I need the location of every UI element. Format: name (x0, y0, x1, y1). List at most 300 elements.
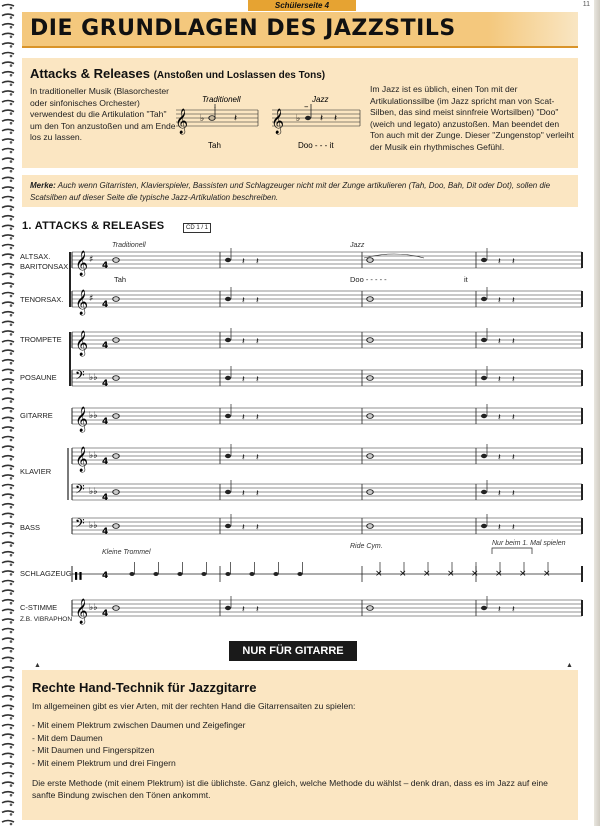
label-cstimme: C-STIMME (20, 603, 58, 612)
spiral-ring (2, 485, 14, 487)
clef-icon: 𝄞 (75, 331, 89, 356)
rest-icon: 𝄽 (498, 489, 501, 499)
clef-icon: 𝄥 (75, 565, 82, 590)
spiral-ring (2, 5, 14, 7)
clef-icon: 𝄞 (75, 599, 89, 624)
quarter-note-icon (225, 524, 231, 528)
spiral-ring (2, 379, 14, 381)
attacks-heading (30, 66, 325, 81)
binding-hole (10, 372, 13, 375)
binding-hole (10, 151, 13, 154)
binding-hole (10, 189, 13, 192)
rest-icon: 𝄽 (242, 257, 245, 267)
guitar-methods-list (32, 719, 246, 769)
binding-hole (10, 170, 13, 173)
spiral-binding (0, 0, 16, 826)
quarter-note-icon (225, 606, 231, 610)
spiral-ring (2, 129, 14, 131)
spiral-ring (2, 763, 14, 765)
binding-hole (10, 631, 13, 634)
score (20, 236, 588, 636)
spiral-ring (2, 225, 14, 227)
clef-icon: 𝄞 (75, 251, 89, 276)
spiral-ring (2, 158, 14, 160)
rest-icon: 𝄽 (242, 413, 245, 423)
binding-hole (10, 736, 13, 739)
binding-hole (10, 794, 13, 797)
spiral-ring (2, 513, 14, 515)
quarter-note-icon (481, 524, 487, 528)
binding-hole (10, 160, 13, 163)
binding-hole (10, 381, 13, 384)
rest-icon: 𝄽 (242, 296, 245, 306)
binding-hole (10, 516, 13, 519)
spiral-ring (2, 168, 14, 170)
x-notehead-icon: × (423, 569, 431, 579)
quarter-note-icon (225, 572, 230, 576)
spiral-ring (2, 53, 14, 55)
x-notehead-icon: × (399, 569, 407, 579)
binding-hole (10, 813, 13, 816)
binding-hole (10, 496, 13, 499)
x-notehead-icon: × (375, 569, 383, 579)
spiral-ring (2, 417, 14, 419)
binding-hole (10, 208, 13, 211)
time-signature-icon: 4 (102, 457, 109, 467)
clef-icon: 𝄢 (75, 368, 85, 386)
spiral-ring (2, 552, 14, 554)
key-signature-icon: ♭♭ (89, 373, 98, 383)
traditional-example-label: Traditionell (202, 95, 241, 104)
rest-icon: 𝄽 (498, 605, 501, 615)
rest-icon: 𝄽 (256, 375, 259, 385)
spiral-ring (2, 62, 14, 64)
score-label-kleine-trommel: Kleine Trommel (102, 549, 151, 556)
rest-icon: 𝄽 (234, 113, 238, 124)
binding-hole (10, 391, 13, 394)
binding-hole (10, 84, 13, 87)
time-signature-icon: 4 (102, 527, 109, 537)
quarter-note-icon (481, 258, 487, 262)
binding-hole (10, 112, 13, 115)
spiral-ring (2, 744, 14, 746)
treble-clef-icon: 𝄞 (271, 109, 285, 134)
spiral-ring (2, 350, 14, 352)
label-vibraphon: Z.B. VIBRAPHON (20, 616, 73, 623)
merke-label: Merke: (30, 181, 56, 190)
x-notehead-icon: × (447, 569, 455, 579)
clef-icon: 𝄢 (75, 516, 85, 534)
binding-hole (10, 314, 13, 317)
attacks-releases-box (22, 58, 578, 168)
spiral-ring (2, 533, 14, 535)
binding-hole (10, 103, 13, 106)
volta-bracket (492, 548, 532, 554)
spiral-ring (2, 72, 14, 74)
spiral-ring (2, 648, 14, 650)
binding-hole (10, 573, 13, 576)
spiral-ring (2, 677, 14, 679)
merke-box (22, 175, 578, 207)
spiral-ring (2, 360, 14, 362)
spiral-ring (2, 686, 14, 688)
label-posaune: POSAUNE (20, 373, 57, 382)
title-bar (22, 12, 578, 48)
binding-hole (10, 64, 13, 67)
quarter-note-icon (481, 414, 487, 418)
quarter-note-icon (481, 454, 487, 458)
flat-icon: ♭ (296, 114, 301, 124)
rest-icon: 𝄽 (242, 453, 245, 463)
nur-fuer-gitarre-banner: NUR FÜR GITARRE (229, 641, 357, 661)
spiral-ring (2, 725, 14, 727)
x-notehead-icon: × (519, 569, 527, 579)
binding-hole (10, 564, 13, 567)
spiral-ring (2, 801, 14, 803)
rest-icon: 𝄽 (256, 605, 259, 615)
score-label-ride-cym: Ride Cym. (350, 543, 383, 550)
binding-hole (10, 717, 13, 720)
spiral-ring (2, 273, 14, 275)
spiral-ring (2, 264, 14, 266)
spiral-ring (2, 465, 14, 467)
label-tenorsax: TENORSAX. (20, 295, 64, 304)
spiral-ring (2, 398, 14, 400)
arrow-up-icon: ▲ (34, 662, 41, 669)
quarter-note-icon (225, 338, 231, 342)
spiral-ring (2, 341, 14, 343)
binding-hole (10, 333, 13, 336)
page-edge (594, 0, 600, 826)
guitar-heading: Rechte Hand-Technik für Jazzgitarre (32, 680, 257, 695)
section-tab: Schülerseite 4 (248, 0, 356, 11)
binding-hole (10, 727, 13, 730)
list-item: - Mit Daumen und Fingerspitzen (32, 744, 246, 757)
attacks-heading-sub: (Anstoßen und Loslassen des Tons) (153, 70, 326, 81)
rest-icon: 𝄽 (242, 375, 245, 385)
binding-hole (10, 237, 13, 240)
clef-icon: 𝄞 (75, 290, 89, 315)
rest-icon: 𝄽 (242, 489, 245, 499)
page-number: 11 (582, 1, 590, 8)
binding-hole (10, 429, 13, 432)
spiral-ring (2, 427, 14, 429)
rest-icon: 𝄽 (242, 605, 245, 615)
label-bass: BASS (20, 523, 41, 532)
time-signature-icon: 4 (102, 261, 109, 271)
spiral-ring (2, 782, 14, 784)
spiral-ring (2, 81, 14, 83)
binding-hole (10, 247, 13, 250)
quarter-note-icon (225, 490, 231, 494)
spiral-ring (2, 561, 14, 563)
binding-hole (10, 343, 13, 346)
page-title: DIE GRUNDLAGEN DES JAZZSTILS (30, 16, 456, 41)
binding-hole (10, 708, 13, 711)
binding-hole (10, 256, 13, 259)
clef-icon: 𝄢 (75, 482, 85, 500)
clef-icon: 𝄞 (75, 447, 89, 472)
binding-hole (10, 295, 13, 298)
binding-hole (10, 324, 13, 327)
binding-hole (10, 688, 13, 691)
binding-hole (10, 602, 13, 605)
binding-hole (10, 756, 13, 759)
rest-icon: 𝄽 (512, 523, 515, 533)
rest-icon: 𝄽 (320, 113, 324, 124)
binding-hole (10, 285, 13, 288)
spiral-ring (2, 571, 14, 573)
spiral-ring (2, 245, 14, 247)
quarter-note-icon (153, 572, 158, 576)
binding-hole (10, 448, 13, 451)
binding-hole (10, 660, 13, 663)
spiral-ring (2, 139, 14, 141)
attacks-heading-main: Attacks & Releases (30, 66, 150, 81)
rest-icon: 𝄽 (256, 453, 259, 463)
list-item: - Mit dem Daumen (32, 732, 246, 745)
spiral-ring (2, 197, 14, 199)
quarter-note-icon (225, 297, 231, 301)
score-heading: 1. ATTACKS & RELEASES (22, 220, 165, 232)
score-label-traditional: Traditionell (112, 242, 146, 249)
quarter-note-icon (225, 414, 231, 418)
rest-icon: 𝄽 (512, 605, 515, 615)
jazz-example-staff (268, 94, 364, 154)
score-label-nur-beim: Nur beim 1. Mal spielen (492, 540, 566, 547)
quarter-note-icon (297, 572, 302, 576)
binding-hole (10, 276, 13, 279)
spiral-ring (2, 254, 14, 256)
spiral-ring (2, 293, 14, 295)
binding-hole (10, 583, 13, 586)
spiral-ring (2, 667, 14, 669)
spiral-ring (2, 600, 14, 602)
spiral-ring (2, 446, 14, 448)
spiral-ring (2, 24, 14, 26)
spiral-ring (2, 369, 14, 371)
spiral-ring (2, 331, 14, 333)
quarter-note-icon (225, 454, 231, 458)
binding-hole (10, 55, 13, 58)
binding-hole (10, 784, 13, 787)
cd-reference: CD 1 / 1 (183, 223, 211, 233)
quarter-note-icon (249, 572, 254, 576)
binding-hole (10, 458, 13, 461)
rest-icon: 𝄽 (256, 296, 259, 306)
binding-hole (10, 746, 13, 749)
spiral-ring (2, 120, 14, 122)
score-syllable-doo: Doo - - - - - (350, 275, 387, 284)
spiral-ring (2, 715, 14, 717)
binding-hole (10, 640, 13, 643)
key-signature-icon: ♭♭ (89, 451, 98, 461)
binding-hole (10, 74, 13, 77)
jazz-syllable: Doo - - - it (298, 141, 334, 150)
quarter-note-icon (305, 116, 311, 120)
rest-icon: 𝄽 (242, 337, 245, 347)
binding-hole (10, 122, 13, 125)
rest-icon: 𝄽 (256, 337, 259, 347)
rest-icon: 𝄽 (498, 337, 501, 347)
label-baritonsax: BARITONSAX. (20, 262, 71, 271)
score-label-jazz: Jazz (350, 242, 365, 249)
key-signature-icon: ♭♭ (89, 521, 98, 531)
rest-icon: 𝄽 (512, 257, 515, 267)
title-fade (488, 12, 578, 46)
spiral-ring (2, 456, 14, 458)
spiral-ring (2, 43, 14, 45)
spiral-ring (2, 302, 14, 304)
binding-hole (10, 544, 13, 547)
binding-hole (10, 506, 13, 509)
spiral-ring (2, 101, 14, 103)
quarter-note-icon (129, 572, 134, 576)
rest-icon: 𝄽 (498, 413, 501, 423)
rest-icon: 𝄽 (498, 523, 501, 533)
spiral-ring (2, 177, 14, 179)
quarter-note-icon (201, 572, 206, 576)
binding-hole (10, 698, 13, 701)
spiral-ring (2, 91, 14, 93)
rest-icon: 𝄽 (512, 489, 515, 499)
time-signature-icon: 4 (102, 300, 109, 310)
time-signature-icon: 4 (102, 379, 109, 389)
binding-hole (10, 400, 13, 403)
binding-hole (10, 612, 13, 615)
spiral-ring (2, 389, 14, 391)
time-signature-icon: 4 (102, 341, 109, 351)
spiral-ring (2, 811, 14, 813)
spiral-ring (2, 437, 14, 439)
spiral-ring (2, 753, 14, 755)
guitar-outro: Die erste Methode (mit einem Plektrum) ist die üblichste. Ganz gleich, welche Methode du wählst – denk dran, dass es im Jazz auf eine sanfte Bindung zwischen den Tönen ankommt. (32, 778, 548, 800)
spiral-ring (2, 206, 14, 208)
rest-icon: 𝄽 (242, 523, 245, 533)
binding-hole (10, 554, 13, 557)
spiral-ring (2, 33, 14, 35)
rest-icon: 𝄽 (256, 257, 259, 267)
traditional-example-staff (172, 94, 262, 154)
label-schlagzeug: SCHLAGZEUG (20, 569, 72, 578)
binding-hole (10, 304, 13, 307)
binding-hole (10, 765, 13, 768)
binding-hole (10, 45, 13, 48)
spiral-ring (2, 792, 14, 794)
spiral-ring (2, 14, 14, 16)
flat-icon: ♭ (200, 114, 205, 124)
quarter-note-icon (481, 376, 487, 380)
binding-hole (10, 132, 13, 135)
rest-icon: 𝄽 (334, 113, 338, 124)
rest-icon: 𝄽 (256, 523, 259, 533)
rest-icon: 𝄽 (256, 489, 259, 499)
key-signature-icon: ♯ (89, 294, 94, 304)
rest-icon: 𝄽 (512, 296, 515, 306)
quarter-note-icon (481, 490, 487, 494)
arrow-up-icon: ▲ (566, 662, 573, 669)
attacks-left-text: In traditioneller Musik (Blasorchester oder sinfonisches Orchester) verwendest du die Artikulation "Tah" um den Ton anzustoßen und am Ende los zu lassen. (30, 86, 176, 142)
spiral-ring (2, 283, 14, 285)
score-syllable-tah: Tah (114, 275, 127, 284)
rest-icon: 𝄽 (512, 413, 515, 423)
key-signature-icon: ♭♭ (89, 487, 98, 497)
rest-icon: 𝄽 (498, 257, 501, 267)
quarter-note-icon (177, 572, 182, 576)
merke-body: Auch wenn Gitarristen, Klavierspieler, Bassisten und Schlagzeuger nicht mit der Zunge artikulieren (Tah, Doo, Bah, Dit oder Dot), sollen die Scatsilben auf dieser Seite die typische Jazz-Artikulation beschreiben. (30, 181, 551, 202)
rest-icon: 𝄽 (512, 337, 515, 347)
spiral-ring (2, 504, 14, 506)
binding-hole (10, 218, 13, 221)
binding-hole (10, 362, 13, 365)
spiral-ring (2, 216, 14, 218)
binding-hole (10, 487, 13, 490)
binding-hole (10, 525, 13, 528)
spiral-ring (2, 494, 14, 496)
label-trompete: TROMPETE (20, 335, 62, 344)
traditional-syllable: Tah (208, 141, 221, 150)
spiral-ring (2, 590, 14, 592)
binding-hole (10, 468, 13, 471)
rest-icon: 𝄽 (512, 453, 515, 463)
time-signature-icon: 4 (102, 571, 109, 581)
binding-hole (10, 439, 13, 442)
binding-hole (10, 228, 13, 231)
binding-hole (10, 669, 13, 672)
binding-hole (10, 266, 13, 269)
key-signature-icon: ♭♭ (89, 411, 98, 421)
spiral-ring (2, 321, 14, 323)
spiral-ring (2, 149, 14, 151)
attacks-right-text: Im Jazz ist es üblich, einen Ton mit der Artikulationssilbe (im Jazz spricht man von Scat-Silben, das sind meist sinnfreie Wortsilben) "Doo" (weich und legato) anzustoßen. Man beendet den Ton auch mit der Zunge. Dieser "Zungenstop" verleiht der Musik ein rhythmisches Gefühl. (370, 84, 574, 152)
spiral-ring (2, 523, 14, 525)
x-notehead-icon: × (543, 569, 551, 579)
binding-hole (10, 410, 13, 413)
binding-hole (10, 775, 13, 778)
spiral-ring (2, 475, 14, 477)
x-notehead-icon: × (495, 569, 503, 579)
spiral-ring (2, 619, 14, 621)
spiral-ring (2, 581, 14, 583)
binding-hole (10, 477, 13, 480)
binding-hole (10, 650, 13, 653)
rest-icon: 𝄽 (498, 375, 501, 385)
list-item: - Mit einem Plektrum zwischen Daumen und Zeigefinger (32, 719, 246, 732)
label-gitarre: GITARRE (20, 411, 53, 420)
binding-hole (10, 592, 13, 595)
key-signature-icon: ♭♭ (89, 603, 98, 613)
binding-hole (10, 36, 13, 39)
rest-icon: 𝄽 (512, 375, 515, 385)
time-signature-icon: 4 (102, 609, 109, 619)
spiral-ring (2, 609, 14, 611)
spiral-ring (2, 773, 14, 775)
guitar-intro: Im allgemeinen gibt es vier Arten, mit der rechten Hand die Gitarrensaiten zu spielen: (32, 701, 356, 711)
binding-hole (10, 7, 13, 10)
spiral-ring (2, 110, 14, 112)
quarter-note-icon (273, 572, 278, 576)
spiral-ring (2, 657, 14, 659)
key-signature-icon: ♯ (89, 255, 94, 265)
binding-hole (10, 141, 13, 144)
time-signature-icon: 4 (102, 493, 109, 503)
spiral-ring (2, 638, 14, 640)
rest-icon: 𝄽 (498, 296, 501, 306)
binding-hole (10, 804, 13, 807)
binding-hole (10, 199, 13, 202)
binding-hole (10, 16, 13, 19)
quarter-note-icon (225, 376, 231, 380)
